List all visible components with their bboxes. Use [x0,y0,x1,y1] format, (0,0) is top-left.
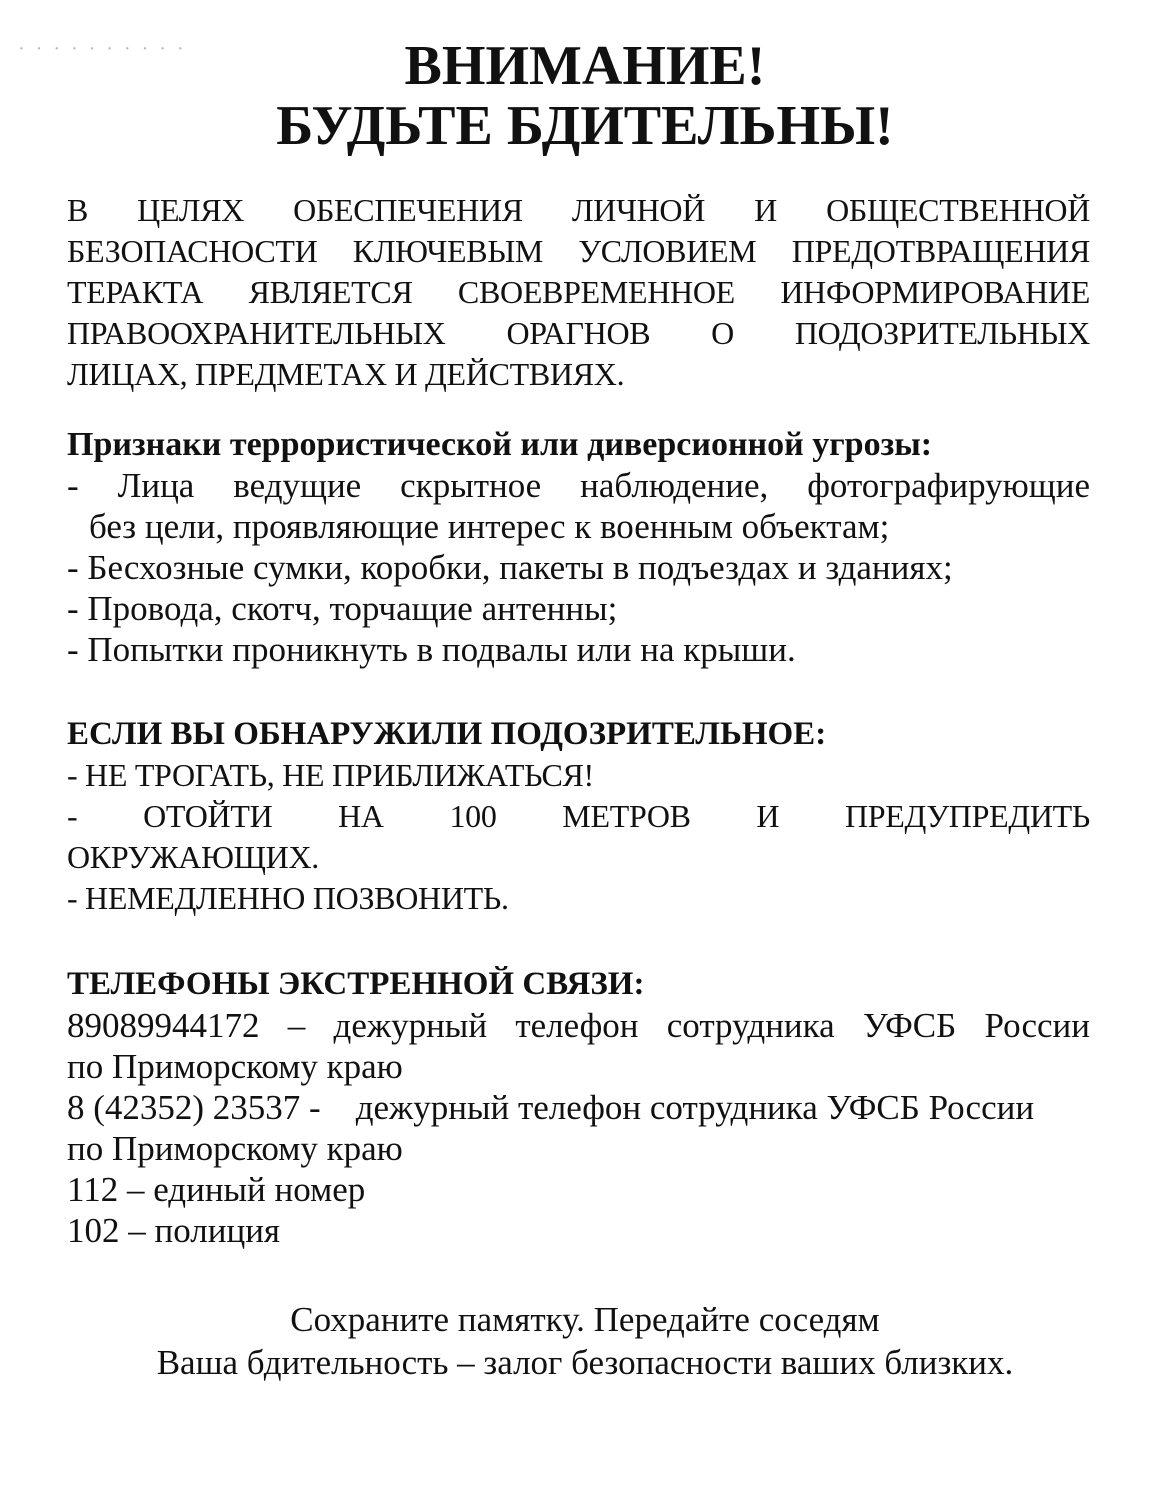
if-found-section [67,714,1090,919]
list-item: - Попытки проникнуть в подвалы или на крыши. [67,630,796,669]
phone-entry: 89089944172 – дежурный телефон сотрудника УФСБ России [67,1006,1090,1045]
list-item-continuation: ОКРУЖАЮЩИХ. [67,839,319,875]
list-item: - ОТОЙТИ НА 100 МЕТРОВ И ПРЕДУПРЕДИТЬ [67,798,1090,834]
footer-line: Ваша бдительность – залог безопасности ваших близких. [156,1343,1014,1382]
intro-line: БЕЗОПАСНОСТИ КЛЮЧЕВЫМ УСЛОВИЕМ ПРЕДОТВРАЩЕНИЯ [67,233,1090,269]
phone-entry: 112 – единый номер [67,1170,366,1209]
phone-entry-continuation: по Приморскому краю [67,1047,403,1086]
scan-speckle: · · · · · · · · · · [18,38,187,60]
list-item: - Провода, скотч, торчащие антенны; [67,589,618,628]
if-found-heading: ЕСЛИ ВЫ ОБНАРУЖИЛИ ПОДОЗРИТЕЛЬНОЕ: [67,716,827,752]
footer-note [0,1298,1170,1384]
threat-signs-heading: Признаки террористической или диверсионной угрозы: [67,426,933,463]
list-item: - НЕ ТРОГАТЬ, НЕ ПРИБЛИЖАТЬСЯ! [67,757,594,793]
phone-entry: 8 (42352) 23537 - дежурный телефон сотрудника УФСБ России [67,1088,1035,1127]
intro-line: ПРАВООХРАНИТЕЛЬНЫХ ОРАГНОВ О ПОДОЗРИТЕЛЬНЫХ [67,315,1090,351]
list-item: - Бесхозные сумки, коробки, пакеты в подъездах и зданиях; [67,548,953,587]
title-be-vigilant: БУДЬТЕ БДИТЕЛЬНЫ! [276,95,894,157]
footer-line: Сохраните памятку. Передайте соседям [290,1300,880,1339]
list-item-continuation: без цели, проявляющие интерес к военным объектам; [89,507,890,546]
emergency-phones-section [67,964,1090,1251]
emergency-phones-heading: ТЕЛЕФОНЫ ЭКСТРЕННОЙ СВЯЗИ: [67,966,645,1002]
list-item: - Лица ведущие скрытное наблюдение, фотографирующие [67,466,1090,505]
title-attention: ВНИМАНИЕ! [404,35,766,97]
list-item: - НЕМЕДЛЕННО ПОЗВОНИТЬ. [67,880,509,916]
threat-signs-section [67,424,1090,670]
intro-line: ТЕРАКТА ЯВЛЯЕТСЯ СВОЕВРЕМЕННОЕ ИНФОРМИРОВАНИЕ [67,274,1090,310]
intro-line: ЛИЦАХ, ПРЕДМЕТАХ И ДЕЙСТВИЯХ. [67,356,625,392]
intro-paragraph [67,190,1090,395]
intro-line: В ЦЕЛЯХ ОБЕСПЕЧЕНИЯ ЛИЧНОЙ И ОБЩЕСТВЕННОЙ [67,192,1090,228]
phone-entry-continuation: по Приморскому краю [67,1129,403,1168]
phone-entry: 102 – полиция [67,1211,281,1250]
